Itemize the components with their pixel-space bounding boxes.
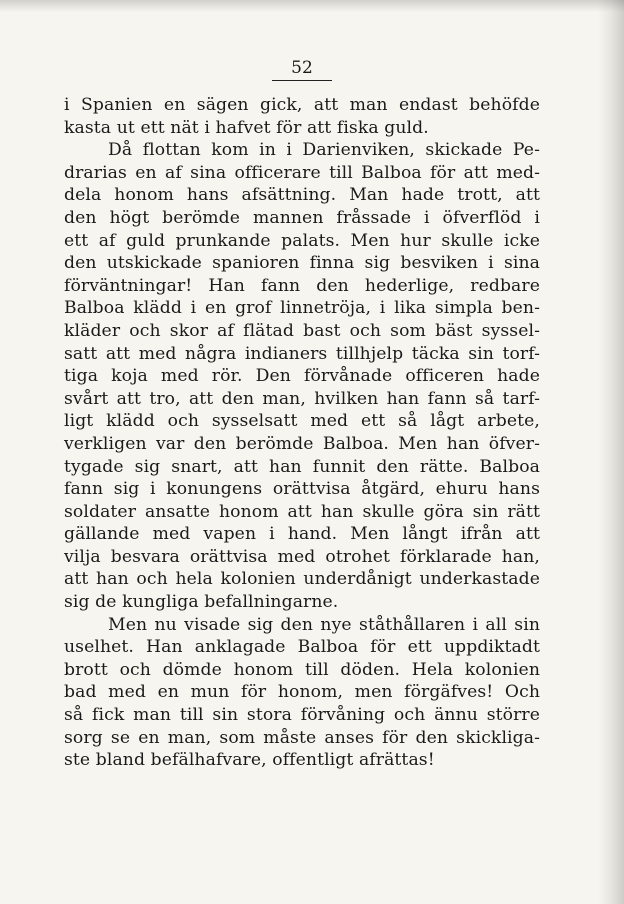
text-line: tygade sig snart, att han funnit den rätte. Balboa bbox=[64, 456, 540, 477]
scan-edge-right bbox=[598, 0, 624, 904]
text-line: verkligen var den berömde Balboa. Men han öfver- bbox=[64, 433, 540, 454]
text-line: vilja besvara orättvisa med otrohet förklarade han, bbox=[64, 546, 540, 567]
text-line: kläder och skor af flätad bast och som bäst syssel- bbox=[64, 320, 540, 341]
text-line: gällande med vapen i hand. Men långt ifrån att bbox=[64, 524, 540, 545]
page-number-rule bbox=[272, 80, 332, 81]
text-line: Då flottan kom in i Darienviken, skickade Pe- bbox=[108, 140, 540, 161]
text-line: så fick man till sin stora förvåning och ännu större bbox=[64, 705, 540, 726]
text-line: fann sig i konungens orättvisa åtgärd, ehuru hans bbox=[64, 479, 540, 500]
text-line: drarias en af sina officerare till Balboa för att med- bbox=[64, 162, 540, 183]
text-line: tiga koja med rör. Den förvånade officeren hade bbox=[64, 366, 540, 387]
text-line: sig de kungliga befallningarne. bbox=[64, 592, 339, 613]
text-line: brott och dömde honom till döden. Hela kolonien bbox=[64, 659, 540, 680]
body-text bbox=[64, 94, 540, 772]
text-line: satt att med några indianers tillhjelp täcka sin torf- bbox=[64, 343, 540, 364]
text-line: ste bland befälhafvare, offentligt afrättas! bbox=[64, 750, 435, 771]
text-line: Balboa klädd i en grof linnetröja, i lika simpla ben- bbox=[64, 298, 540, 319]
text-line: ligt klädd och sysselsatt med ett så lågt arbete, bbox=[64, 411, 540, 432]
text-line: kasta ut ett nät i hafvet för att fiska guld. bbox=[64, 117, 429, 138]
text-line: Men nu visade sig den nye ståthållaren i all sin bbox=[108, 614, 540, 635]
scan-edge-top bbox=[0, 0, 624, 12]
text-line: ett af guld prunkande palats. Men hur skulle icke bbox=[64, 230, 540, 251]
text-line: den högt berömde mannen fråssade i öfverflöd i bbox=[64, 207, 540, 228]
text-line: den utskickade spanioren finna sig besviken i sina bbox=[64, 253, 540, 274]
text-line: bad med en mun för honom, men förgäfves! Och bbox=[64, 682, 540, 703]
text-line: i Spanien en sägen gick, att man endast behöfde bbox=[64, 95, 540, 115]
text-line: soldater ansatte honom att han skulle göra sin rätt bbox=[64, 501, 540, 522]
text-line: uselhet. Han anklagade Balboa för ett uppdiktadt bbox=[64, 637, 540, 658]
text-line: svårt att tro, att den man, hvilken han fann så tarf- bbox=[64, 388, 540, 409]
text-line: dela honom hans afsättning. Man hade trott, att bbox=[64, 185, 540, 206]
text-line: sorg se en man, som måste anses för den skickliga- bbox=[64, 727, 540, 748]
text-line: att han och hela kolonien underdånigt underkastade bbox=[64, 569, 540, 590]
page-number: 52 bbox=[291, 58, 313, 78]
text-line: förväntningar! Han fann den hederlige, redbare bbox=[64, 275, 540, 296]
